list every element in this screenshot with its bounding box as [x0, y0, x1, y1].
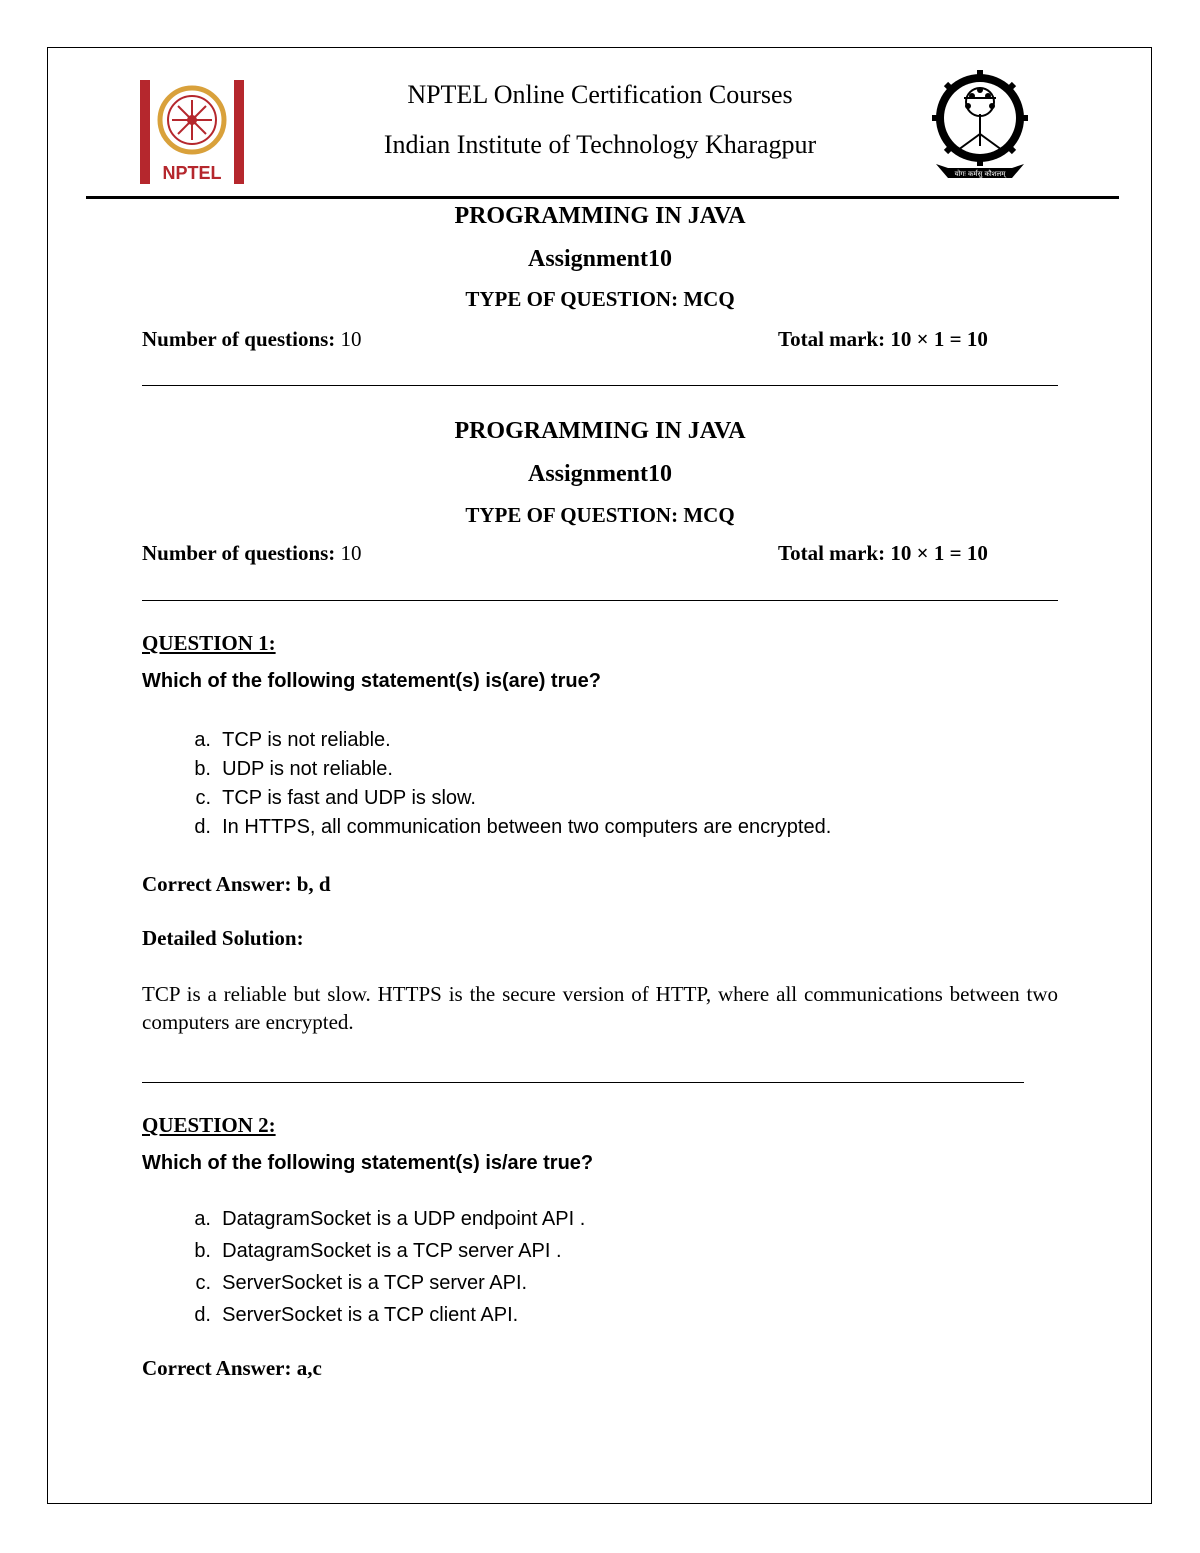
divider [142, 1082, 1024, 1083]
list-item [176, 755, 831, 784]
nptel-logo-text: NPTEL [162, 163, 222, 183]
question-1-answer: Correct Answer: b, d [142, 872, 331, 896]
option-letter: c. [195, 787, 211, 809]
list-item [176, 1203, 585, 1235]
option-letter: a. [194, 729, 211, 751]
option-letter: c. [195, 1271, 211, 1294]
option-text: DatagramSocket is a TCP server API . [222, 1239, 562, 1262]
number-of-questions-label: Number of questions: [142, 541, 336, 565]
question-1-text: Which of the following statement(s) is(are) true? [142, 670, 601, 692]
option-text: ServerSocket is a TCP client API. [222, 1303, 519, 1326]
question-2-options [176, 1203, 585, 1331]
header-line-2: Indian Institute of Technology Kharagpur [383, 130, 817, 159]
assignment-title: Assignment10 [527, 246, 672, 272]
question-1-solution-heading: Detailed Solution: [142, 926, 304, 950]
question-2-answer: Correct Answer: a,c [142, 1356, 322, 1380]
number-of-questions [142, 327, 362, 352]
course-title: PROGRAMMING IN JAVA [454, 203, 746, 229]
emblem-motto: योगः कर्मसु कौशलम् [954, 170, 1006, 178]
option-letter: d. [194, 816, 211, 838]
question-type: TYPE OF QUESTION: MCQ [465, 287, 735, 311]
option-letter: d. [194, 1303, 211, 1326]
iit-kharagpur-emblem [928, 68, 1032, 184]
option-text: TCP is not reliable. [222, 729, 391, 751]
option-text: DatagramSocket is a UDP endpoint API . [222, 1207, 586, 1230]
option-letter: b. [194, 758, 211, 780]
option-text: ServerSocket is a TCP server API. [222, 1271, 528, 1294]
question-2-heading: QUESTION 2: [142, 1113, 276, 1137]
total-mark: Total mark: 10 × 1 = 10 [778, 541, 988, 565]
number-of-questions-label: Number of questions: [142, 327, 336, 351]
total-mark: Total mark: 10 × 1 = 10 [778, 327, 988, 351]
list-item [176, 813, 831, 842]
divider [142, 600, 1058, 601]
question-1-options [176, 726, 831, 842]
question-1-solution: TCP is a reliable but slow. HTTPS is the secure version of HTTP, where all communications between two computers are encrypted. [142, 982, 1058, 1034]
option-text: UDP is not reliable. [222, 758, 393, 780]
option-text: In HTTPS, all communication between two computers are encrypted. [222, 816, 832, 838]
number-of-questions [142, 541, 362, 566]
question-type: TYPE OF QUESTION: MCQ [465, 503, 735, 527]
list-item [176, 1299, 585, 1331]
header-line-1: NPTEL Online Certification Courses [407, 80, 793, 109]
option-letter: b. [194, 1239, 211, 1262]
number-of-questions-value: 10 [335, 541, 362, 565]
list-item [176, 1267, 585, 1299]
assignment-title: Assignment10 [527, 461, 672, 487]
list-item [176, 1235, 585, 1267]
list-item [176, 784, 831, 813]
question-2-text: Which of the following statement(s) is/are true? [142, 1152, 594, 1174]
divider [142, 385, 1058, 386]
header-rule [86, 196, 1119, 199]
list-item [176, 726, 831, 755]
option-text: TCP is fast and UDP is slow. [222, 787, 476, 809]
number-of-questions-value: 10 [335, 327, 362, 351]
course-title: PROGRAMMING IN JAVA [454, 418, 746, 444]
option-letter: a. [194, 1207, 211, 1230]
question-1-heading: QUESTION 1: [142, 631, 276, 655]
